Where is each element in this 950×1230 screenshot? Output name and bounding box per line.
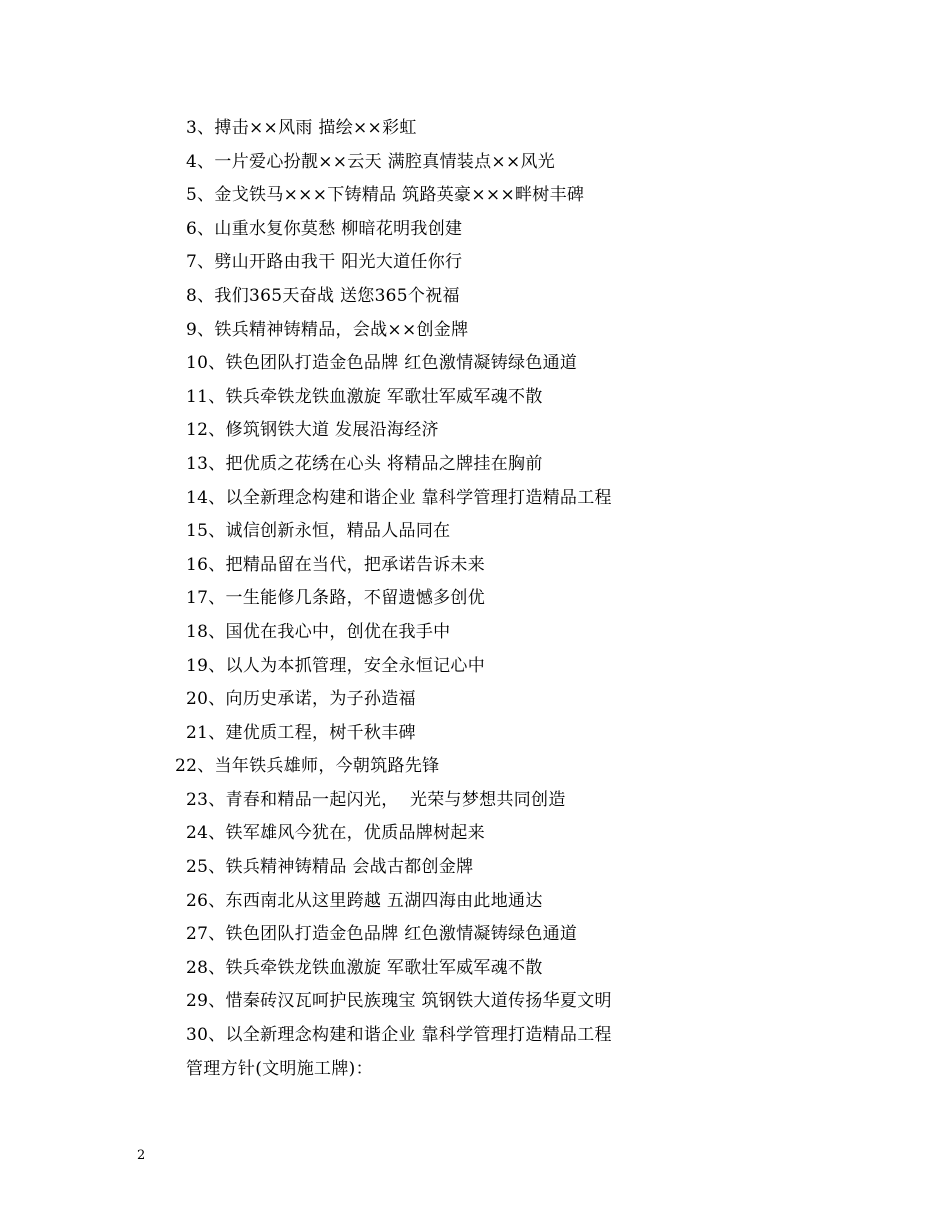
list-item: 17、一生能修几条路，不留遗憾多创优 xyxy=(186,588,486,609)
list-item: 27、铁色团队打造金色品牌 红色激情凝铸绿色通道 xyxy=(186,924,578,945)
list-item: 8、我们365天奋战 送您365个祝福 xyxy=(186,285,460,306)
list-item: 24、铁军雄风今犹在，优质品牌树起来 xyxy=(186,823,486,844)
list-item: 13、把优质之花绣在心头 将精品之牌挂在胸前 xyxy=(186,453,543,474)
list-item: 28、铁兵牵铁龙铁血激旋 军歌壮军威军魂不散 xyxy=(186,957,543,978)
list-item: 22、当年铁兵雄师，今朝筑路先锋 xyxy=(175,756,440,777)
list-item: 4、一片爱心扮靓××云天 满腔真情装点××风光 xyxy=(186,151,556,172)
list-item: 25、铁兵精神铸精品 会战古都创金牌 xyxy=(186,857,474,878)
list-item: 7、劈山开路由我干 阳光大道任你行 xyxy=(186,252,463,273)
list-item: 20、向历史承诺，为子孙造福 xyxy=(186,689,416,710)
list-item: 14、以全新理念构建和谐企业 靠科学管理打造精品工程 xyxy=(186,487,612,508)
list-item: 26、东西南北从这里跨越 五湖四海由此地通达 xyxy=(186,890,543,911)
list-item: 19、以人为本抓管理，安全永恒记心中 xyxy=(186,655,486,676)
list-item: 15、诚信创新永恒，精品人品同在 xyxy=(186,521,451,542)
section-heading: 管理方针(文明施工牌)： xyxy=(186,1058,373,1079)
list-item: 9、铁兵精神铸精品，会战××创金牌 xyxy=(186,319,469,340)
slogan-list xyxy=(0,112,950,1086)
list-item: 10、铁色团队打造金色品牌 红色激情凝铸绿色通道 xyxy=(186,353,578,374)
list-item: 30、以全新理念构建和谐企业 靠科学管理打造精品工程 xyxy=(186,1025,612,1046)
list-item: 3、搏击××风雨 描绘××彩虹 xyxy=(186,118,417,138)
list-item: 23、青春和精品一起闪光， 光荣与梦想共同创造 xyxy=(186,789,566,810)
list-item: 12、修筑钢铁大道 发展沿海经济 xyxy=(186,420,439,441)
list-item: 29、惜秦砖汉瓦呵护民族瑰宝 筑钢铁大道传扬华夏文明 xyxy=(186,991,612,1012)
list-item: 16、把精品留在当代，把承诺告诉未来 xyxy=(186,554,486,575)
list-item: 5、金戈铁马×××下铸精品 筑路英豪×××畔树丰碑 xyxy=(186,185,585,206)
page-number: 2 xyxy=(137,1148,146,1163)
list-item: 11、铁兵牵铁龙铁血激旋 军歌壮军威军魂不散 xyxy=(186,386,543,407)
list-item: 18、国优在我心中，创优在我手中 xyxy=(186,621,451,642)
list-item: 6、山重水复你莫愁 柳暗花明我创建 xyxy=(186,218,463,239)
list-item: 21、建优质工程，树千秋丰碑 xyxy=(186,722,416,743)
